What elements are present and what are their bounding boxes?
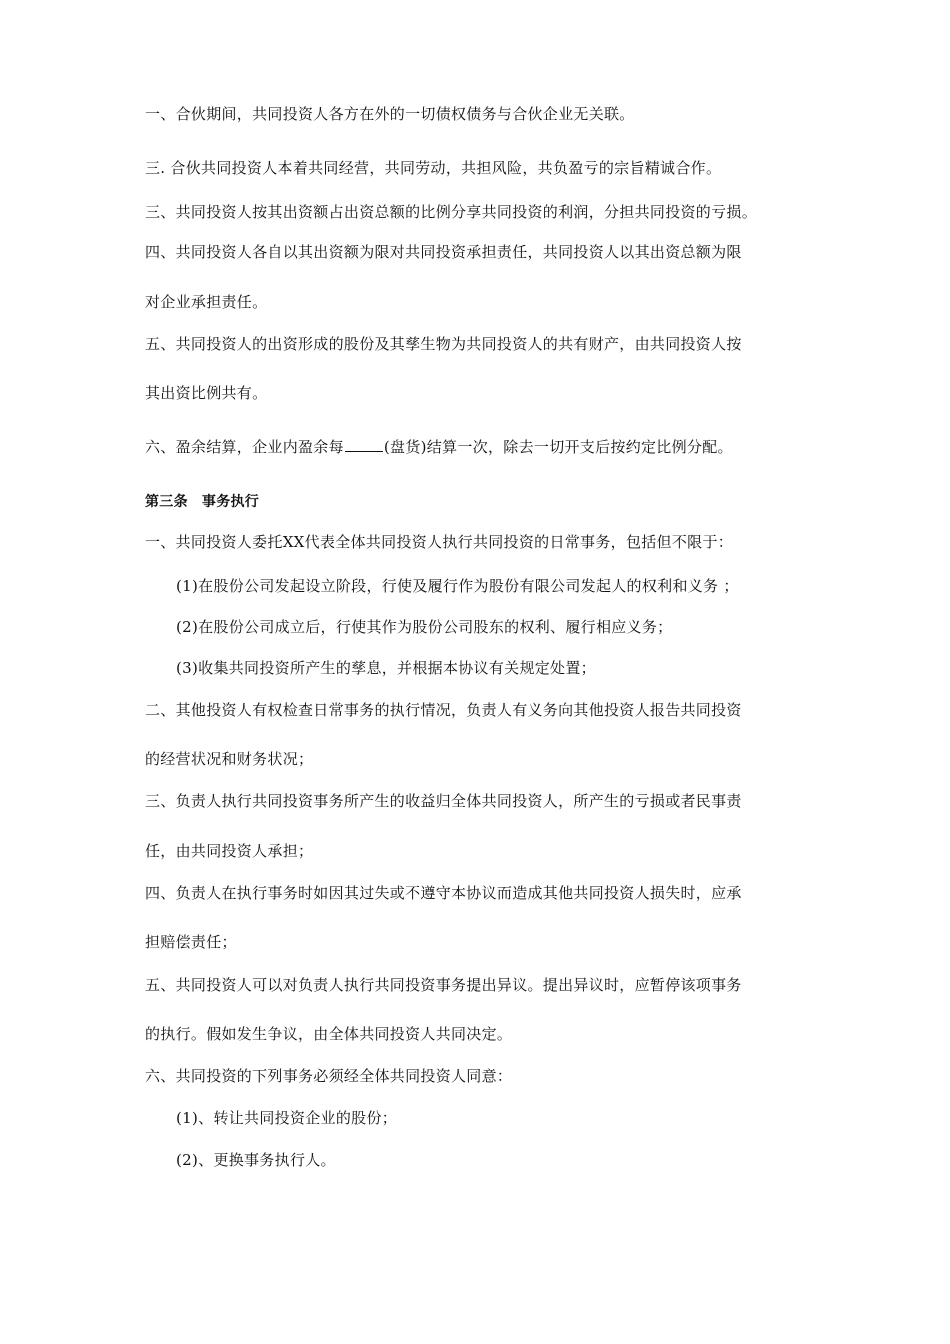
paragraph-line: 任，由共同投资人承担； bbox=[145, 842, 314, 860]
sub-item-line: (2)、更换事务执行人。 bbox=[176, 1151, 336, 1169]
paragraph-line: 一、合伙期间，共同投资人各方在外的一切债权债务与合伙企业无关联。 bbox=[145, 105, 635, 123]
paragraph-line: 四、负责人在执行事务时如因其过失或不遵守本协议而造成其他共同投资人损失时，应承 bbox=[145, 884, 742, 902]
sub-item-line: (3)收集共同投资所产生的孳息，并根据本协议有关规定处置； bbox=[176, 659, 596, 677]
surplus-text-before: 六、盈余结算，企业内盈余每 bbox=[145, 438, 344, 456]
sub-item-line: (1)、转让共同投资企业的股份； bbox=[176, 1109, 398, 1127]
paragraph-line: 五、共同投资人可以对负责人执行共同投资事务提出异议。提出异议时，应暂停该项事务 bbox=[145, 976, 742, 994]
sub-item-line: (1)在股份公司发起设立阶段，行使及履行作为股份有限公司发起人的权利和义务 ； bbox=[176, 577, 739, 595]
surplus-text-after: (盘货)结算一次，除去一切开支后按约定比例分配。 bbox=[383, 438, 733, 456]
paragraph-line: 担赔偿责任； bbox=[145, 933, 237, 951]
paragraph-line: 一、共同投资人委托XX代表全体共同投资人执行共同投资的日常事务，包括但不限于： bbox=[145, 533, 734, 551]
paragraph-line: 五、共同投资人的出资形成的股份及其孳生物为共同投资人的共有财产，由共同投资人按 bbox=[145, 335, 742, 353]
section-heading bbox=[145, 492, 259, 512]
paragraph-line: 三、共同投资人按其出资额占出资总额的比例分享共同投资的利润，分担共同投资的亏损。 bbox=[145, 203, 758, 221]
paragraph-line: 三. 合伙共同投资人本着共同经营，共同劳动，共担风险，共负盈亏的宗旨精诚合作。 bbox=[145, 159, 722, 177]
section-title: 事务执行 bbox=[201, 494, 260, 510]
paragraph-line: 对企业承担责任。 bbox=[145, 293, 268, 311]
paragraph-line: 六、共同投资的下列事务必须经全体共同投资人同意： bbox=[145, 1067, 513, 1085]
section-number: 第三条 bbox=[145, 494, 188, 510]
paragraph-line: 四、共同投资人各自以其出资额为限对共同投资承担责任，共同投资人以其出资总额为限 bbox=[145, 243, 742, 261]
surplus-settlement-line bbox=[145, 437, 733, 457]
paragraph-line: 的经营状况和财务状况； bbox=[145, 750, 314, 768]
paragraph-line: 的执行。假如发生争议，由全体共同投资人共同决定。 bbox=[145, 1025, 513, 1043]
fill-in-blank bbox=[345, 437, 383, 452]
paragraph-line: 三、负责人执行共同投资事务所产生的收益归全体共同投资人，所产生的亏损或者民事责 bbox=[145, 792, 742, 810]
sub-item-line: (2)在股份公司成立后，行使其作为股份公司股东的权利、履行相应义务； bbox=[176, 618, 673, 636]
paragraph-line: 其出资比例共有。 bbox=[145, 384, 268, 402]
paragraph-line: 二、其他投资人有权检查日常事务的执行情况，负责人有义务向其他投资人报告共同投资 bbox=[145, 701, 742, 719]
